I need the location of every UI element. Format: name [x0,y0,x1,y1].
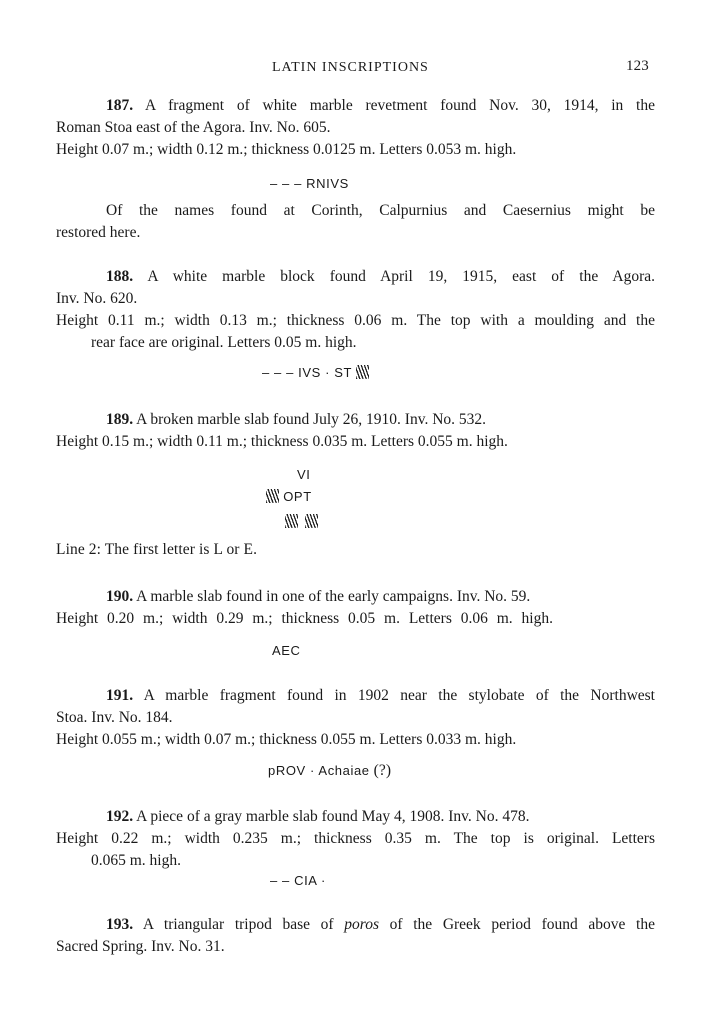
entry-192 [56,806,655,872]
entry-number: 189. [106,411,134,428]
damaged-letters-mark [305,514,318,528]
entry-191 [56,685,655,751]
inscription-187: – – – RNIVS [270,176,349,191]
entry-dimensions: Height 0.22 m.; width 0.235 m.; thickness 0.35 m. The top is original. Letters [56,830,655,847]
entry-description-cont: Roman Stoa east of the Agora. Inv. No. 605. [56,119,331,136]
page-number: 123 [626,58,649,74]
entry-number: 190. [106,588,134,605]
entry-number: 187. [106,97,134,114]
entry-number: 191. [106,687,134,704]
entry-dimensions: Height 0.15 m.; width 0.11 m.; thickness 0.035 m. Letters 0.055 m. high. [56,433,508,450]
entry-description-cont: Inv. No. 620. [56,290,138,307]
running-header-title: LATIN INSCRIPTIONS [272,60,429,75]
inscription-190: AEC [272,643,301,658]
entry-188-dimensions: Height 0.11 m.; width 0.13 m.; thickness 0.06 m. The top with a moulding and the rear face are original. Letters 0.05 m. high. [56,312,655,351]
entry-description: 189. A broken marble slab found July 26, 1910. Inv. No. 532. [106,411,487,428]
damaged-letters-mark [285,514,298,528]
damaged-letters-mark [266,489,279,503]
entry-description: 191. A marble fragment found in 1902 near the stylobate of the Northwest [106,687,655,704]
entry-188 [56,266,655,310]
entry-description: 188. A white marble block found April 19, 1915, east of the Agora. [106,268,655,285]
inscription-189-line2: OPT [266,489,312,504]
inscription-192: – – CIA · [270,873,326,888]
entry-description-cont: Sacred Spring. Inv. No. 31. [56,938,225,955]
damaged-letters-mark [356,365,369,379]
entry-description: 190. A marble slab found in one of the early campaigns. Inv. No. 59. [106,588,531,605]
inscription-191: pROV · Achaiae (?) [268,762,392,779]
inscription-188: – – – IVS · ST [262,365,369,380]
entry-description-cont: Stoa. Inv. No. 184. [56,709,173,726]
entry-193 [56,914,655,958]
entry-number: 193. [106,916,134,933]
entry-number: 192. [106,808,134,825]
entry-190 [56,586,655,630]
inscription-189-line1: VI [297,467,311,482]
inscription-189-line3 [285,513,318,531]
entry-number: 188. [106,268,134,285]
entry-description: 187. A fragment of white marble revetment found Nov. 30, 1914, in the [106,97,655,114]
commentary-187: Of the names found at Corinth, Calpurnius and Caesernius might be restored here. [56,202,655,241]
entry-dimensions: Height 0.07 m.; width 0.12 m.; thickness 0.0125 m. Letters 0.053 m. high. [56,141,517,158]
entry-description: 193. A triangular tripod base of poros of the Greek period found above the [106,916,655,933]
entry-187 [56,95,655,161]
entry-description: 192. A piece of a gray marble slab found May 4, 1908. Inv. No. 478. [106,808,530,825]
entry-dimensions-cont: 0.065 m. high. [91,852,181,869]
commentary-189: Line 2: The first letter is L or E. [56,541,258,558]
entry-dimensions: Height 0.20 m.; width 0.29 m.; thickness 0.05 m. Letters 0.06 m. high. [56,610,553,627]
entry-189 [56,409,655,453]
entry-dimensions: Height 0.055 m.; width 0.07 m.; thickness 0.055 m. Letters 0.033 m. high. [56,731,517,748]
